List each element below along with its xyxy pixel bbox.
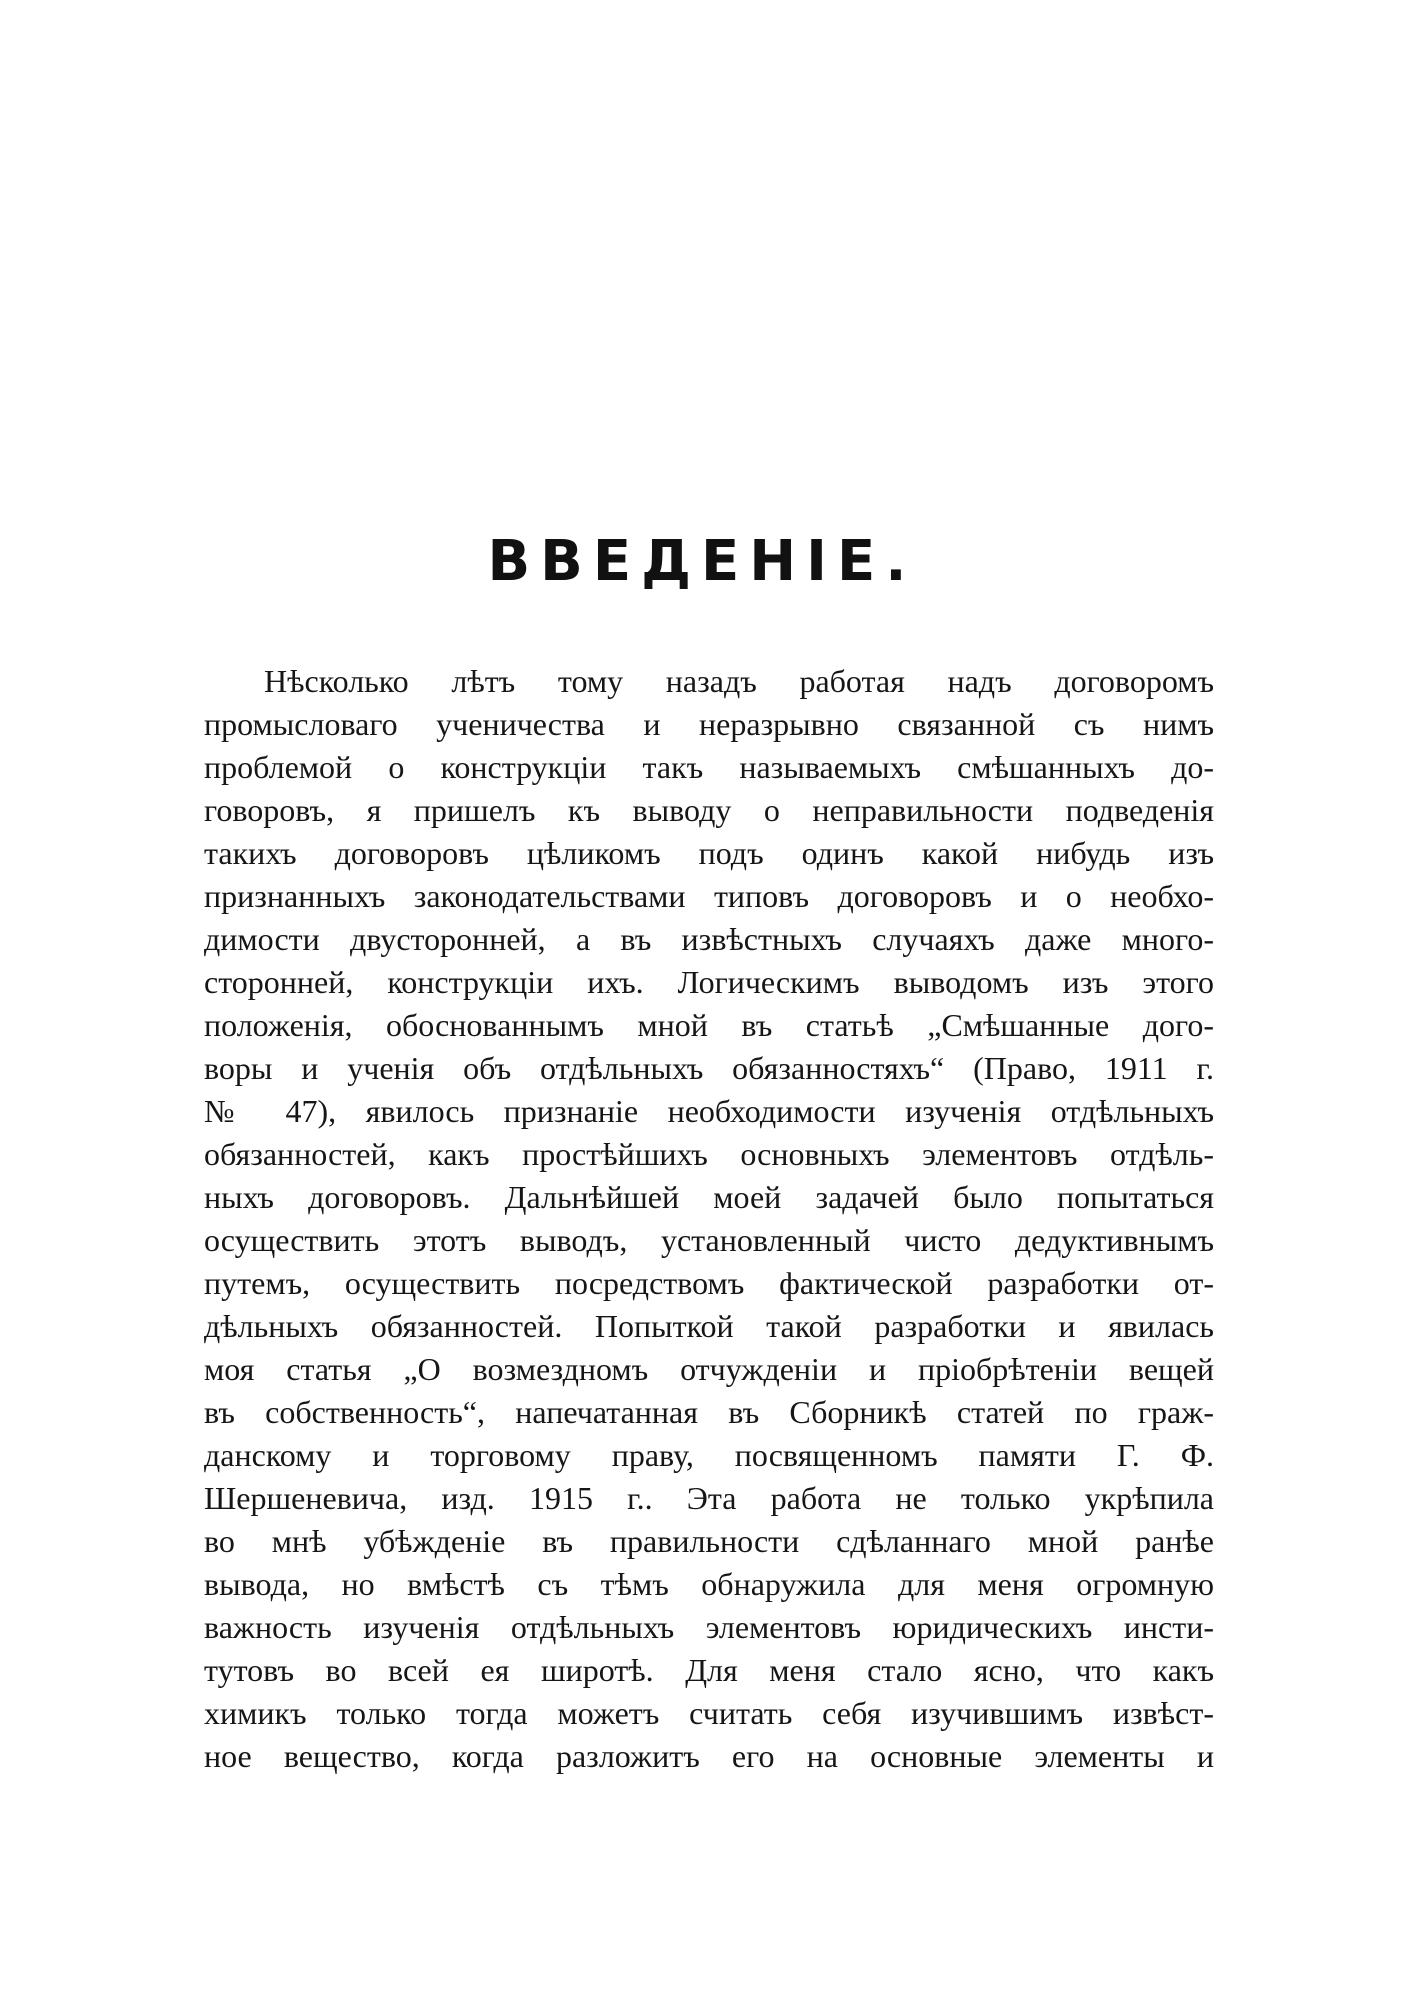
- text-line: Шершеневича, изд. 1915 г.. Эта работа не только укрѣпила: [204, 1480, 1214, 1516]
- text-line: ное вещество, когда разложитъ его на основные элементы и: [204, 1738, 1214, 1774]
- text-line: говоровъ, я пришелъ къ выводу о неправильности подведенія: [204, 792, 1214, 828]
- text-line: такихъ договоровъ цѣликомъ подъ одинъ какой нибудь изъ: [204, 835, 1214, 871]
- text-line: данскому и торговому праву, посвященномъ памяти Г. Ф.: [204, 1437, 1214, 1473]
- chapter-heading: ВВЕДЕНІЕ.: [487, 529, 917, 594]
- text-line: положенія, обоснованнымъ мной въ статьѣ „Смѣшанные дого-: [204, 1007, 1214, 1043]
- text-line: путемъ, осуществить посредствомъ фактической разработки от-: [204, 1265, 1214, 1301]
- text-line: тутовъ во всей ея широтѣ. Для меня стало ясно, что какъ: [204, 1652, 1214, 1688]
- text-line: важность изученія отдѣльныхъ элементовъ юридическихъ инсти-: [204, 1609, 1214, 1645]
- text-line: сторонней, конструкціи ихъ. Логическимъ выводомъ изъ этого: [204, 964, 1214, 1000]
- text-line: Нѣсколько лѣтъ тому назадъ работая надъ договоромъ: [264, 663, 1214, 699]
- text-line: ныхъ договоровъ. Дальнѣйшей моей задачей было попытаться: [204, 1179, 1214, 1215]
- text-line: димости двусторонней, а въ извѣстныхъ случаяхъ даже много-: [204, 921, 1214, 957]
- text-line: промысловаго ученичества и неразрывно связанной съ нимъ: [204, 706, 1214, 742]
- text-line: признанныхъ законодательствами типовъ договоровъ и о необхо-: [204, 878, 1214, 914]
- text-line: во мнѣ убѣжденіе въ правильности сдѣланнаго мной ранѣе: [204, 1523, 1214, 1559]
- text-line: обязанностей, какъ простѣйшихъ основныхъ элементовъ отдѣль-: [204, 1136, 1214, 1172]
- text-line: воры и ученія объ отдѣльныхъ обязанностяхъ“ (Право, 1911 г.: [204, 1050, 1214, 1086]
- text-line: моя статья „О возмездномъ отчужденіи и пріобрѣтеніи вещей: [204, 1351, 1214, 1387]
- text-line: въ собственность“, напечатанная въ Сборникѣ статей по граж-: [204, 1394, 1214, 1430]
- text-line: химикъ только тогда можетъ считать себя изучившимъ извѣст-: [204, 1695, 1214, 1731]
- text-line: осуществить этотъ выводъ, установленный чисто дедуктивнымъ: [204, 1222, 1214, 1258]
- body-paragraph: [204, 660, 1214, 1778]
- text-line: дѣльныхъ обязанностей. Попыткой такой разработки и явилась: [204, 1308, 1214, 1344]
- text-line: вывода, но вмѣстѣ съ тѣмъ обнаружила для меня огромную: [204, 1566, 1214, 1602]
- text-line: № 47), явилось признаніе необходимости изученія отдѣльныхъ: [204, 1093, 1214, 1129]
- text-line: проблемой о конструкціи такъ называемыхъ смѣшанныхъ до-: [204, 749, 1214, 785]
